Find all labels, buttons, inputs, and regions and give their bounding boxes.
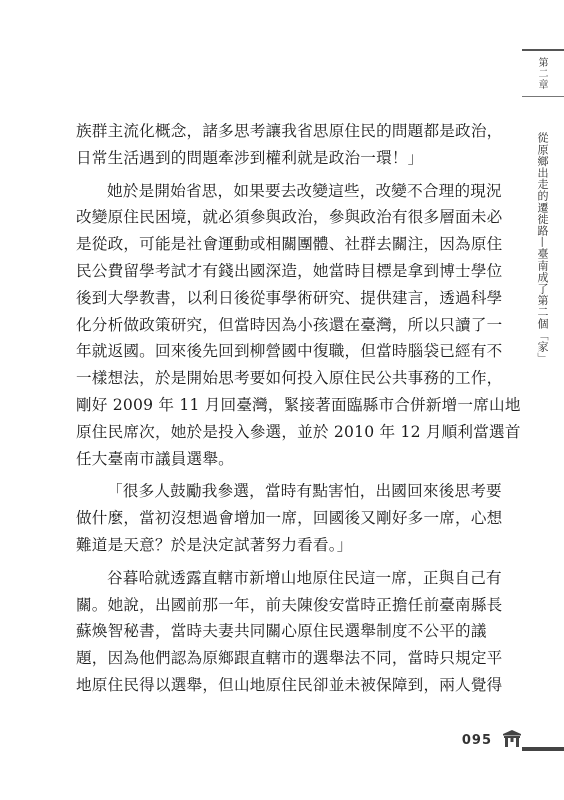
paragraph-first-line: 谷暮哈就透露直轄市新增山地原住民這一席，正與自己有 xyxy=(107,568,502,587)
text-line: 任大臺南市議員選舉。 xyxy=(76,449,234,468)
chapter-label: 第二章 xyxy=(536,57,547,90)
text-line: 題，因為他們認為原鄉跟直轄市的選舉法不同，當時只規定平 xyxy=(76,649,503,668)
text-line: 做什麼，當初沒想過會增加一席，回國後又剛好多一席，心想 xyxy=(76,509,503,528)
footer-bar xyxy=(522,747,564,751)
text-line: 化分析做政策研究，但當時因為小孩還在臺灣，所以只讀了一 xyxy=(76,315,503,334)
text-line: 難道是天意？於是決定試著努力看看。」 xyxy=(76,535,353,554)
text-line: 年就返國。回來後先回到柳營國中復職，但當時腦袋已經有不 xyxy=(76,342,503,361)
chapter-title: 從原鄉出走的遷徙路—臺南成了第二個「家」 xyxy=(536,132,549,364)
text-line: 改變原住民困境，就必須參與政治，參與政治有很多層面未必 xyxy=(76,208,503,227)
gate-icon xyxy=(502,729,522,747)
text-line: 蘇煥智秘書，當時夫妻共同關心原住民選舉制度不公平的議 xyxy=(76,622,487,641)
header-rule-top xyxy=(522,49,564,51)
quote-first-line: 「很多人鼓勵我參選，當時有點害怕，出國回來後思考要 xyxy=(107,482,502,501)
text-line: 關。她說，出國前那一年，前夫陳俊安當時正擔任前臺南縣長 xyxy=(76,595,503,614)
text-line: 族群主流化概念，諸多思考讓我省思原住民的問題都是政治， xyxy=(76,122,503,140)
header-rule-middle xyxy=(522,96,564,97)
text-line: 原住民席次，她於是投入參選，並於 2010 年 12 月順利當選首 xyxy=(76,422,521,441)
paragraph-first-line: 她於是開始省思，如果要去改變這些，改變不合理的現況 xyxy=(107,181,502,200)
text-line: 剛好 2009 年 11 月回臺灣，緊接著面臨縣市合併新增一席山地 xyxy=(76,395,521,414)
text-line: 後到大學教書，以利日後從事學術研究、提供建言，透過科學 xyxy=(76,288,503,307)
body-text xyxy=(76,118,521,699)
text-line: 地原住民得以選舉，但山地原住民卻並未被保障到，兩人覺得 xyxy=(76,675,503,694)
text-line: 一樣想法，於是開始思考要如何投入原住民公共事務的工作， xyxy=(76,369,503,388)
text-line: 是從政，可能是社會運動或相關團體、社群去關注，因為原住 xyxy=(76,235,503,254)
text-line: 民公費留學考試才有錢出國深造，她當時目標是拿到博士學位 xyxy=(76,261,503,280)
text-line: 日常生活遇到的問題牽涉到權利就是政治一環！」 xyxy=(76,148,424,167)
page-number: 095 xyxy=(461,733,492,748)
